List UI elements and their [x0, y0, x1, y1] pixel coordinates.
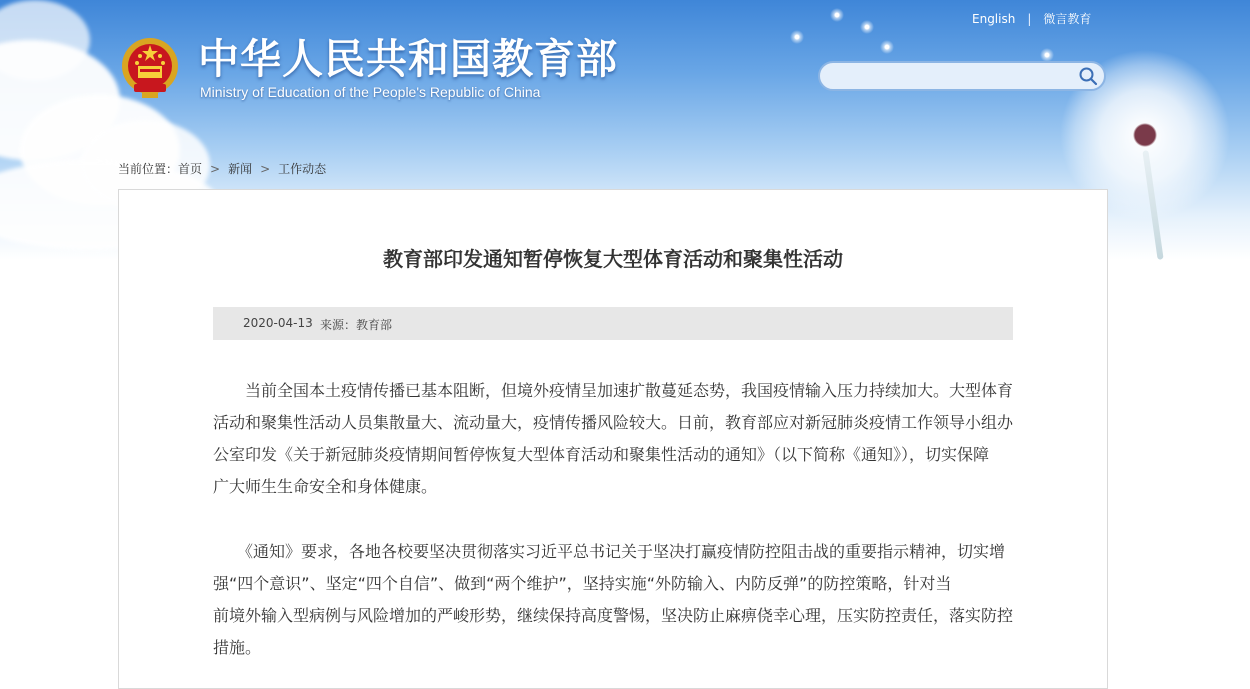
- article-source: 来源：教育部: [320, 318, 393, 332]
- article-paragraph: [213, 375, 1013, 503]
- breadcrumb-home[interactable]: 首页: [178, 162, 203, 176]
- site-title[interactable]: 中华人民共和国教育部: [198, 35, 618, 83]
- article-card: [118, 189, 1108, 689]
- site-subtitle: Ministry of Education of the People's Republic of China: [200, 84, 541, 100]
- top-links: [972, 10, 1091, 27]
- paragraph-line: 广大师生生命安全和身体健康。: [213, 477, 438, 496]
- paragraph-line: 活动和聚集性活动人员集散量大、流动量大，疫情传播风险较大。日前，教育部应对新冠肺炎疫情工作领导小组办: [213, 413, 1014, 432]
- breadcrumb-news[interactable]: 新闻: [228, 162, 253, 176]
- weiyan-link[interactable]: 微言教育: [1043, 12, 1092, 26]
- article-date: 2020-04-13: [243, 316, 313, 330]
- breadcrumb-label: 当前位置：: [118, 162, 179, 176]
- article-meta-bar: [213, 307, 1013, 340]
- link-divider: |: [1027, 12, 1032, 26]
- breadcrumb: [118, 160, 326, 177]
- chevron-right-icon: >: [260, 162, 271, 176]
- article-title: 教育部印发通知暂停恢复大型体育活动和聚集性活动: [383, 247, 843, 271]
- paragraph-line: 强“四个意识”、坚定“四个自信”、做到“两个维护”，坚持实施“外防输入、内防反弹”的防控策略，针对当: [213, 574, 952, 593]
- paragraph-line: 当前全国本土疫情传播已基本阻断，但境外疫情呈加速扩散蔓延态势，我国疫情输入压力持续加大。大型体育: [213, 381, 1014, 400]
- search-input[interactable]: [832, 67, 1076, 87]
- national-emblem-icon: [120, 36, 180, 100]
- paragraph-line: 公室印发《关于新冠肺炎疫情期间暂停恢复大型体育活动和聚集性活动的通知》（以下简称《通知》），切实保障: [213, 445, 990, 464]
- search-icon[interactable]: [1078, 66, 1098, 86]
- breadcrumb-work-updates[interactable]: 工作动态: [278, 162, 327, 176]
- article-paragraph: [213, 536, 1013, 664]
- search-box: [818, 61, 1106, 91]
- paragraph-line: 《通知》要求，各地各校要坚决贯彻落实习近平总书记关于坚决打赢疫情防控阻击战的重要指示精神，切实增: [213, 542, 1006, 561]
- chevron-right-icon: >: [210, 162, 221, 176]
- paragraph-line: 措施。: [213, 638, 262, 657]
- english-link[interactable]: English: [972, 12, 1016, 26]
- paragraph-line: 前境外输入型病例与风险增加的严峻形势，继续保持高度警惕，坚决防止麻痹侥幸心理，压实防控责任，落实防控: [213, 606, 1014, 625]
